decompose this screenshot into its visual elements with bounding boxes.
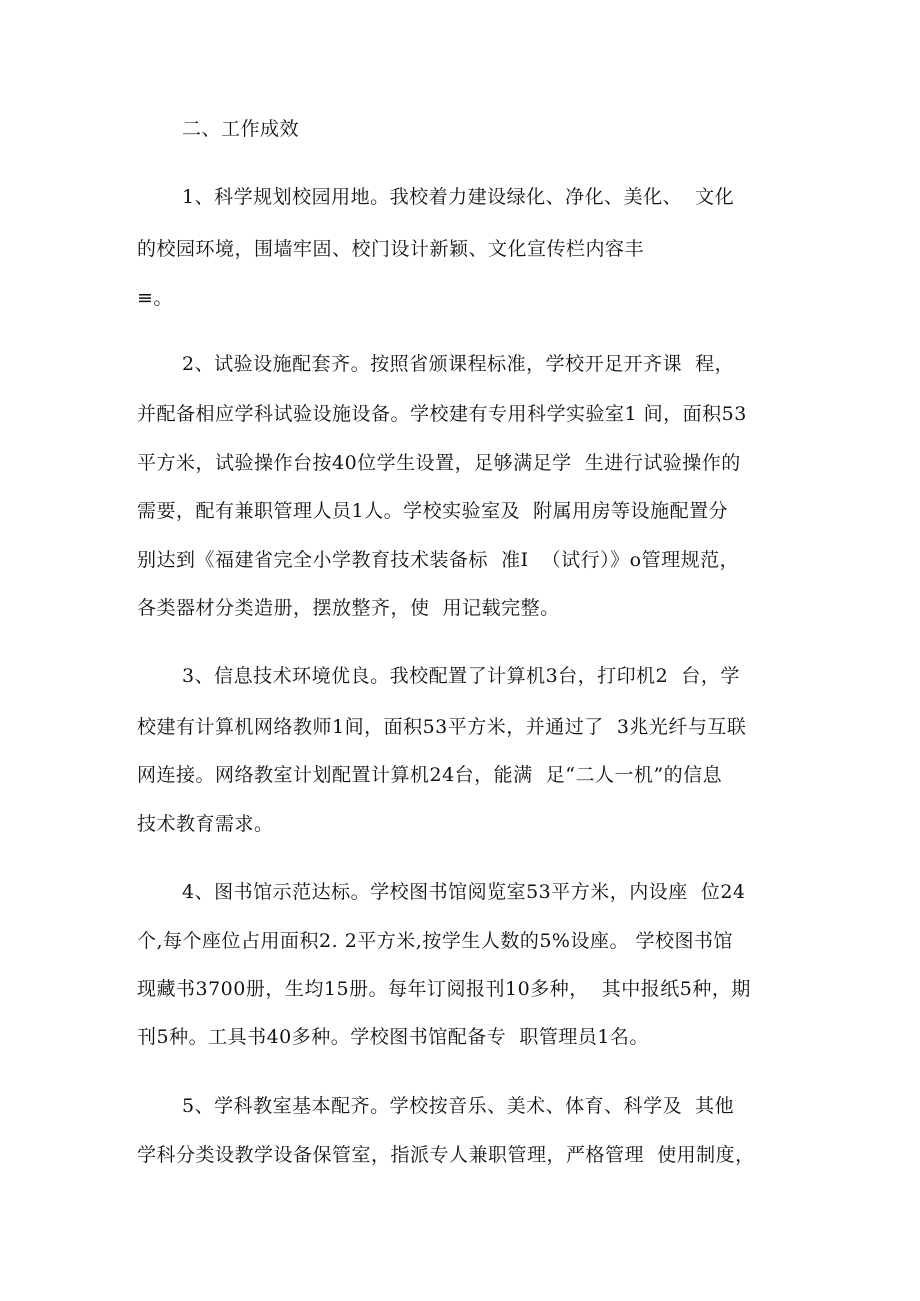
paragraph-1-line-3: ≡。 — [137, 287, 173, 309]
paragraph-2-line-6: 各类器材分类造册，摆放整齐，使 用记载完整。 — [137, 597, 560, 619]
paragraph-3-line-4: 技术教育需求。 — [137, 813, 274, 835]
paragraph-4-line-3: 现藏书3700册，生均15册。每年订阅报刊10多种， 其中报纸5种，期 — [137, 978, 751, 1000]
section-heading: 二、工作成效 — [182, 118, 300, 140]
paragraph-5-line-2: 学科分类设教学设备保管室，指派专人兼职管理，严格管理 使用制度， — [137, 1144, 755, 1166]
paragraph-2-line-1: 2、试验设施配套齐。按照省颁课程标准，学校开足开齐课 程， — [182, 353, 735, 375]
paragraph-2-line-3: 平方米，试验操作台按40位学生设置，足够满足学 生进行试验操作的 — [137, 452, 741, 474]
paragraph-2-line-4: 需要，配有兼职管理人员1人。学校实验室及 附属用房等设施配置分 — [137, 500, 729, 522]
paragraph-2-line-2: 并配备相应学科试验设施设备。学校建有专用科学实验室1 间，面积53 — [137, 403, 747, 425]
paragraph-3-line-1: 3、信息技术环境优良。我校配置了计算机3台，打印机2 台，学 — [182, 665, 740, 687]
paragraph-3-line-3: 网连接。网络教室计划配置计算机24台，能满 足“二人一机”的信息 — [137, 764, 723, 786]
paragraph-4-line-1: 4、图书馆示范达标。学校图书馆阅览室53平方米，内设座 位24 — [182, 881, 746, 903]
paragraph-4-line-4: 刊5种。工具书40多种。学校图书馆配备专 职管理员1名。 — [137, 1026, 649, 1048]
paragraph-1-line-1: 1、科学规划校园用地。我校着力建设绿化、净化、美化、 文化 — [182, 186, 735, 208]
paragraph-3-line-2: 校建有计算机网络教师1间，面积53平方米，并通过了 3兆光纤与互联 — [137, 716, 747, 738]
paragraph-1-line-2: 的校园环境，围墙牢固、校门设计新颖、文化宣传栏内容丰 — [137, 238, 645, 260]
paragraph-2-line-5: 别达到《福建省完全小学教育技术装备标 准I （试行）》o管理规范， — [137, 549, 740, 571]
paragraph-4-line-2: 个,每个座位占用面积2. 2平方米,按学生人数的5%设座。 学校图书馆 — [137, 930, 734, 952]
paragraph-5-line-1: 5、学科教室基本配齐。学校按音乐、美术、体育、科学及 其他 — [182, 1095, 735, 1117]
